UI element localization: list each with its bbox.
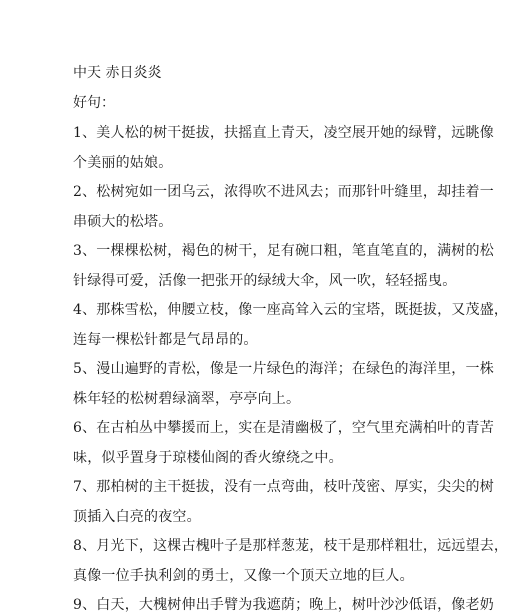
text-line: 1、美人松的树干挺拔，扶摇直上青天，凌空展开她的绿臂，远眺像 xyxy=(73,125,494,141)
section-heading: 好句： xyxy=(73,95,115,111)
text-line: 顶插入白亮的夜空。 xyxy=(73,508,201,525)
text-line: 个美丽的姑娘。 xyxy=(73,154,173,171)
text-line: 3、一棵棵松树，褐色的树干，足有碗口粗，笔直笔直的，满树的松 xyxy=(73,243,494,259)
text-line: 4、那株雪松，伸腰立枝，像一座高耸入云的宝塔，既挺拔，又茂盛， xyxy=(73,302,508,318)
text-line: 连每一棵松针都是气昂昂的。 xyxy=(73,331,258,348)
text-line: 2、松树宛如一团乌云，浓得吹不进风去；而那针叶缝里，却挂着一 xyxy=(73,184,494,200)
text-line: 真像一位手执利剑的勇士，又像一个顶天立地的巨人。 xyxy=(73,567,414,584)
text-line: 7、那柏树的主干挺拔，没有一点弯曲，枝叶茂密、厚实，尖尖的树 xyxy=(73,479,494,495)
text-line: 针绿得可爱，活像一把张开的绿绒大伞，风一吹，轻轻摇曳。 xyxy=(73,272,457,289)
text-line: 味，似乎置身于琼楼仙阁的香火缭绕之中。 xyxy=(73,449,343,466)
text-line: 串硕大的松塔。 xyxy=(73,213,173,230)
text-line: 8、月光下，这棵古槐叶子是那样葱茏，枝干是那样粗壮，远远望去， xyxy=(73,538,508,554)
document-title: 中天 赤日炎炎 xyxy=(73,65,162,81)
text-line: 5、漫山遍野的青松，像是一片绿色的海洋；在绿色的海洋里，一株 xyxy=(73,361,494,377)
text-line: 9、白天，大槐树伸出手臂为我遮荫；晚上，树叶沙沙低语，像老奶 xyxy=(73,597,494,613)
text-line: 株年轻的松树碧绿滴翠，亭亭向上。 xyxy=(73,390,301,407)
text-line: 6、在古柏丛中攀援而上，实在是清幽极了，空气里充满柏叶的青苦 xyxy=(73,420,494,436)
